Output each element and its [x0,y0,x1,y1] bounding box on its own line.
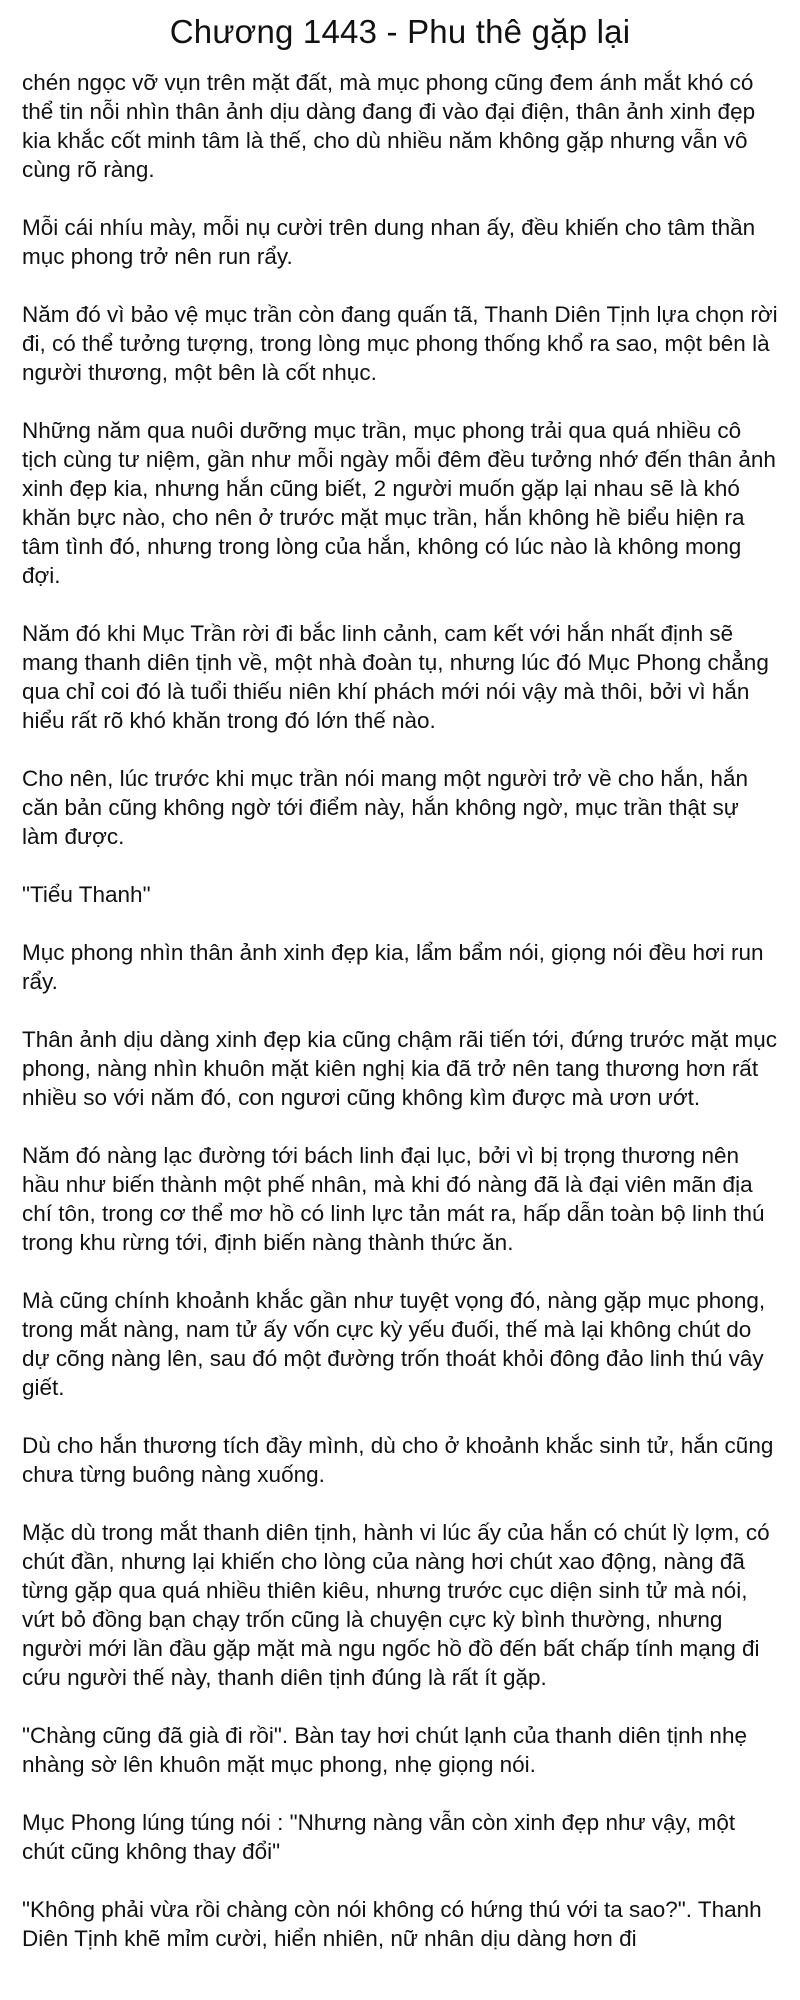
paragraph: "Chàng cũng đã già đi rồi". Bàn tay hơi chút lạnh của thanh diên tịnh nhẹ nhàng sờ lên khuôn mặt mục phong, nhẹ giọng nói. [22,1723,747,1777]
paragraph: "Tiểu Thanh" [22,882,151,907]
paragraph: Cho nên, lúc trước khi mục trần nói mang một người trở về cho hắn, hắn căn bản cũng không ngờ tới điểm này, hắn không ngờ, mục trần thật sự làm được. [22,766,748,849]
chapter-body [22,68,778,1953]
paragraph: Dù cho hắn thương tích đầy mình, dù cho ở khoảnh khắc sinh tử, hắn cũng chưa từng buông nàng xuống. [22,1433,774,1487]
paragraph: chén ngọc vỡ vụn trên mặt đất, mà mục phong cũng đem ánh mắt khó có thể tin nỗi nhìn thân ảnh dịu dàng đang đi vào đại điện, thân ảnh xinh đẹp kia khắc cốt minh tâm là thế, cho dù nhiều năm không gặp nhưng vẫn vô cùng rõ ràng. [22,70,756,182]
paragraph: Năm đó khi Mục Trần rời đi bắc linh cảnh, cam kết với hắn nhất định sẽ mang thanh diên tịnh về, một nhà đoàn tụ, nhưng lúc đó Mục Phong chẳng qua chỉ coi đó là tuổi thiếu niên khí phách mới nói vậy mà thôi, bởi vì hắn hiểu rất rõ khó khăn trong đó lớn thế nào. [22,621,769,733]
paragraph: Mặc dù trong mắt thanh diên tịnh, hành vi lúc ấy của hắn có chút lỳ lợm, có chút đần, nhưng lại khiến cho lòng của nàng hơi chút xao động, nàng đã từng gặp qua quá nhiều thiên kiêu, nhưng trước cục diện sinh tử mà nói, vứt bỏ đồng bạn chạy trốn cũng là chuyện cực kỳ bình thường, nhưng người mới lần đầu gặp mặt mà ngu ngốc hồ đồ đến bất chấp tính mạng đi cứu người thế này, thanh diên tịnh đúng là rất ít gặp. [22,1520,770,1690]
paragraph: Mục Phong lúng túng nói : "Nhưng nàng vẫn còn xinh đẹp như vậy, một chút cũng không thay đổi" [22,1810,736,1864]
paragraph: Năm đó vì bảo vệ mục trần còn đang quấn tã, Thanh Diên Tịnh lựa chọn rời đi, có thể tưởng tượng, trong lòng mục phong thống khổ ra sao, một bên là người thương, một bên là cốt nhục. [22,302,778,385]
paragraph: Mục phong nhìn thân ảnh xinh đẹp kia, lẩm bẩm nói, giọng nói đều hơi run rẩy. [22,940,764,994]
paragraph: Mà cũng chính khoảnh khắc gần như tuyệt vọng đó, nàng gặp mục phong, trong mắt nàng, nam tử ấy vốn cực kỳ yếu đuối, thế mà lại không chút do dự cõng nàng lên, sau đó một đường trốn thoát khỏi đông đảo linh thú vây giết. [22,1288,766,1400]
paragraph: Năm đó nàng lạc đường tới bách linh đại lục, bởi vì bị trọng thương nên hầu như biến thành một phế nhân, mà khi đó nàng đã là đại viên mãn địa chí tôn, trong cơ thể mơ hồ có linh lực tản mát ra, hấp dẫn toàn bộ linh thú trong khu rừng tới, định biến nàng thành thức ăn. [22,1143,765,1255]
paragraph: Mỗi cái nhíu mày, mỗi nụ cười trên dung nhan ấy, đều khiến cho tâm thần mục phong trở nên run rẩy. [22,215,756,269]
chapter-title: Chương 1443 - Phu thê gặp lại [169,13,631,50]
paragraph: Những năm qua nuôi dưỡng mục trần, mục phong trải qua quá nhiều cô tịch cùng tư niệm, gần như mỗi ngày mỗi đêm đều tưởng nhớ đến thân ảnh xinh đẹp kia, nhưng hắn cũng biết, 2 người muốn gặp lại nhau sẽ là khó khăn bực nào, cho nên ở trước mặt mục trần, hắn không hề biểu hiện ra tâm tình đó, nhưng trong lòng của hắn, không có lúc nào là không mong đợi. [22,418,776,588]
paragraph: Thân ảnh dịu dàng xinh đẹp kia cũng chậm rãi tiến tới, đứng trước mặt mục phong, nàng nhìn khuôn mặt kiên nghị kia đã trở nên tang thương hơn rất nhiều so với năm đó, con ngươi cũng không kìm được mà ươn ướt. [22,1027,778,1110]
paragraph: "Không phải vừa rồi chàng còn nói không có hứng thú với ta sao?". Thanh Diên Tịnh khẽ mỉm cười, hiển nhiên, nữ nhân dịu dàng hơn đi [22,1897,762,1951]
